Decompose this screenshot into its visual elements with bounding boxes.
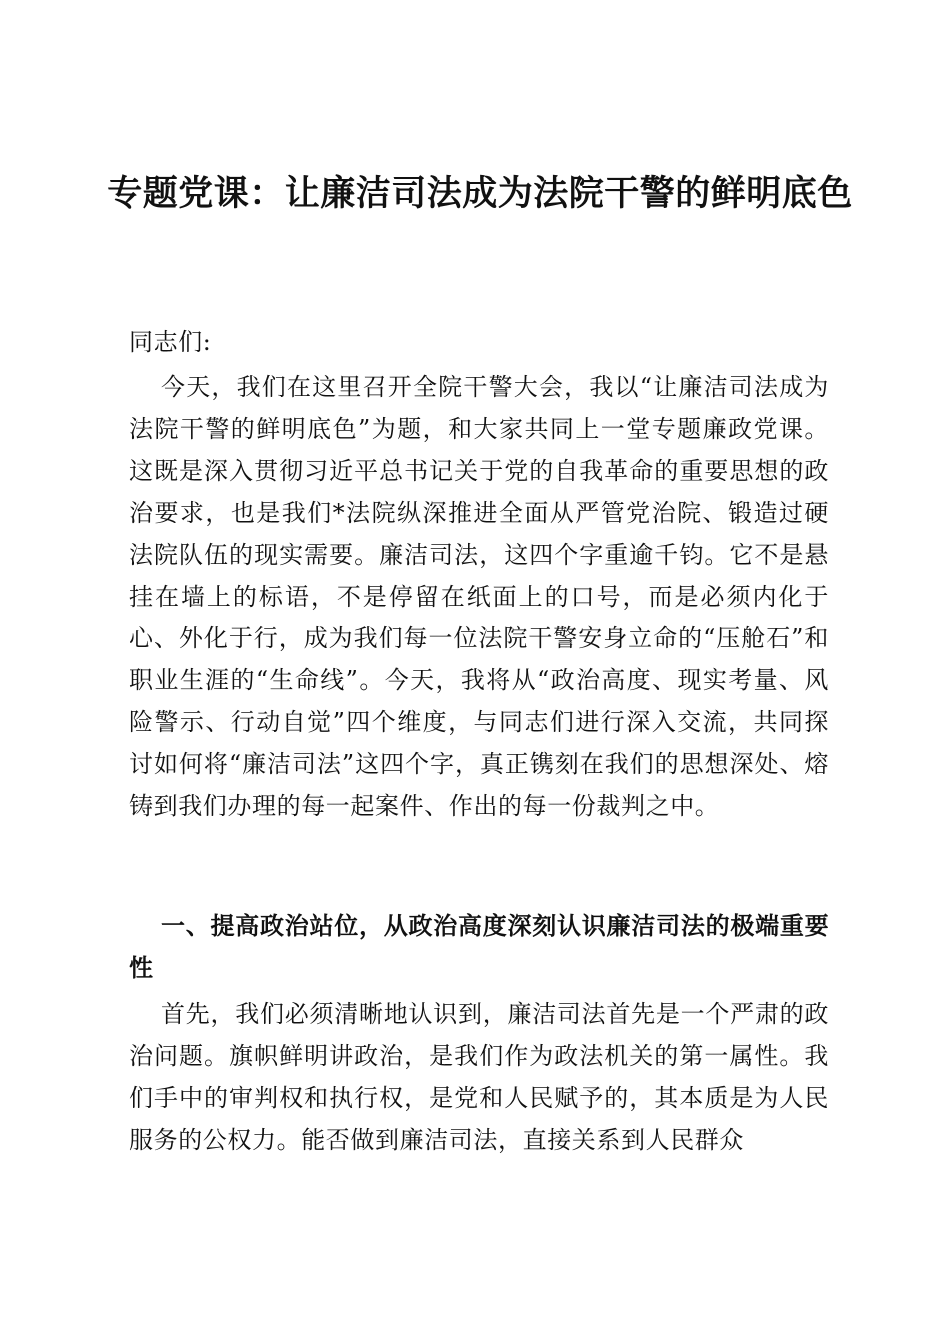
section-paragraph: 首先，我们必须清晰地认识到，廉洁司法首先是一个严肃的政治问题。旗帜鲜明讲政治，是我们作为政法机关的第一属性。我们手中的审判权和执行权，是党和人民赋予的，其本质是为人民服务的公权力。能否做到廉洁司法，直接关系到人民群众 [129,1000,829,1154]
section-heading: 一、提高政治站位，从政治高度深刻认识廉洁司法的极端重要性 [129,912,829,982]
document-title: 专题党课：让廉洁司法成为法院干警的鲜明底色 [107,173,853,214]
salutation: 同志们: [129,328,212,356]
body-paragraph: 今天，我们在这里召开全院干警大会，我以“让廉洁司法成为法院干警的鲜明底色”为题，和大家共同上一堂专题廉政党课。这既是深入贯彻习近平总书记关于党的自我革命的重要思想的政治要求，也是我们*法院纵深推进全面从严管党治院、锻造过硬法院队伍的现实需要。廉洁司法，这四个字重逾千钧。它不是悬挂在墙上的标语，不是停留在纸面上的口号，而是必须内化于心、外化于行，成为我们每一位法院干警安身立命的“压舱石”和职业生涯的“生命线”。今天，我将从“政治高度、现实考量、风险警示、行动自觉”四个维度，与同志们进行深入交流，共同探讨如何将“廉洁司法”这四个字，真正镌刻在我们的思想深处、熔铸到我们办理的每一起案件、作出的每一份裁判之中。 [129,373,829,821]
